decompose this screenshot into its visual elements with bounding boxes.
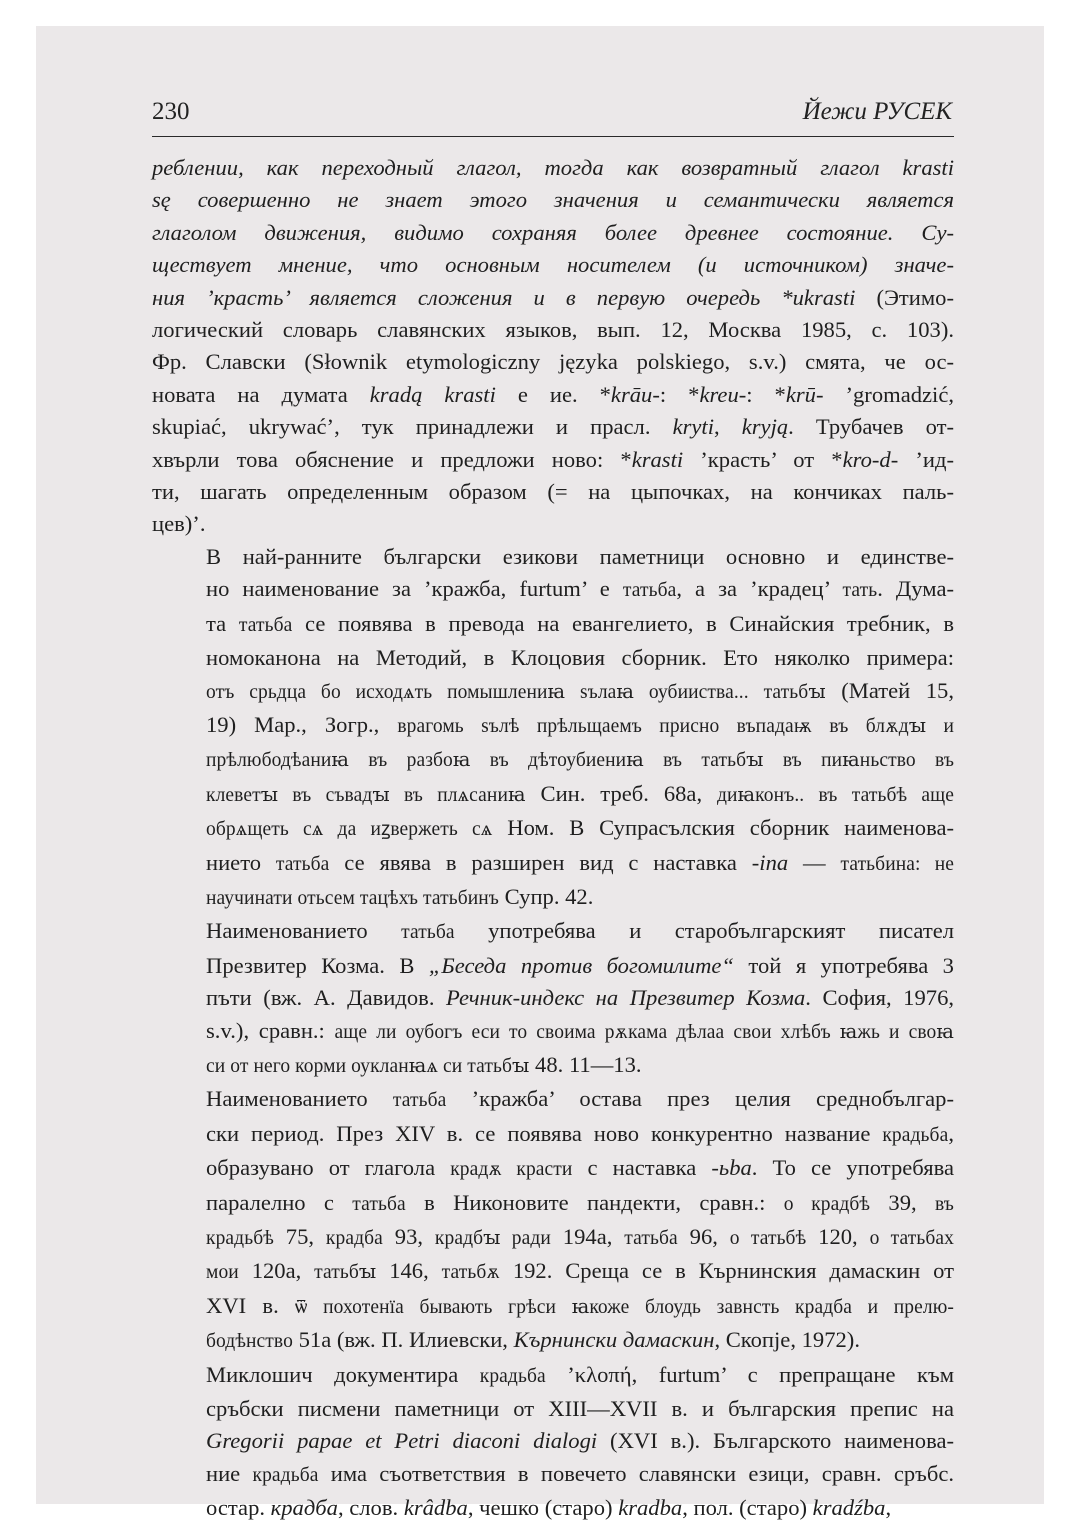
old-church-slavonic-text: крадьба	[479, 1365, 546, 1387]
paragraph	[152, 152, 954, 541]
italic-text: krāu-	[610, 381, 660, 407]
text-line	[152, 444, 954, 476]
text-run: Ном. В Супрасълския сборник наименова-	[492, 815, 954, 841]
paragraph	[152, 915, 954, 1083]
italic-text: -ina	[751, 849, 789, 875]
text-run: в Никоновите пандекти, сравн.:	[405, 1189, 784, 1215]
text-run: 39,	[870, 1189, 935, 1215]
text-run: е ие. *	[495, 381, 611, 407]
text-run: хвърли това обяснение и предложи ново: *	[152, 446, 632, 472]
text-run: ние	[206, 1460, 253, 1486]
old-church-slavonic-text: татьба	[624, 1228, 678, 1249]
text-run: се появява в превода на евангелието, в Синайския требник, в	[292, 610, 955, 636]
old-church-slavonic-text: крадьба	[252, 1464, 319, 1486]
text-run: ’ид-	[898, 446, 955, 472]
italic-text: kradba	[618, 1495, 683, 1521]
old-church-slavonic-text: татьба	[401, 922, 455, 944]
text-line	[152, 249, 954, 281]
text-line	[152, 847, 954, 881]
text-run: сръбски писмени паметници от XIII—XVII в. и българския препис на	[206, 1396, 954, 1422]
text-run: та	[206, 610, 239, 636]
old-church-slavonic-text: о татьбах	[869, 1228, 955, 1249]
old-church-slavonic-text: татьба	[392, 1090, 447, 1112]
text-run: 19) Мар., Зогр.,	[206, 711, 398, 737]
text-line	[152, 1359, 954, 1393]
text-line	[152, 1118, 954, 1152]
text-line	[152, 1255, 954, 1289]
text-run: 48. 11—13.	[529, 1051, 642, 1077]
text-line	[152, 982, 954, 1014]
old-church-slavonic-text: прѣлюбодѣаниꙗ въ разбоꙗ въ дѣтоубиениꙗ въ татьбꙑ въ пиꙗньство въ	[206, 750, 954, 772]
old-church-slavonic-text: си от него корми оукланꙗѧ си татьбꙑ	[206, 1055, 530, 1077]
text-line	[152, 881, 954, 915]
old-church-slavonic-text: бодѣнство	[206, 1331, 293, 1353]
italic-text: „Беседа против богомилите“	[428, 952, 734, 978]
text-line	[152, 346, 954, 378]
running-title: Йежи РУСЕК	[802, 98, 952, 125]
old-church-slavonic-text: татьба	[238, 614, 293, 636]
old-church-slavonic-text: клеветꙑ въ съвадꙑ въ плѧсаниꙗ	[206, 784, 526, 806]
text-run: пъти (вж. А. Давидов.	[206, 985, 447, 1011]
page-number: 230	[152, 98, 190, 125]
text-line	[152, 709, 954, 743]
italic-text: kradą krasti	[369, 381, 496, 407]
text-run: (XVI в.). Българското наименова-	[597, 1428, 954, 1454]
text-line	[152, 915, 954, 949]
text-line	[152, 1015, 954, 1049]
old-church-slavonic-text: крадѫ красти	[450, 1159, 573, 1181]
old-church-slavonic-text: диꙗконъ.. въ татьбѣ аще	[716, 784, 954, 806]
text-run: ’кражба’ остава през целия среднобългар-	[446, 1086, 955, 1112]
text-line	[152, 1393, 954, 1425]
text-run: XVI в.	[206, 1292, 296, 1318]
text-run: 192. Среща се в Кърнинския дамаскин от	[499, 1258, 955, 1284]
old-church-slavonic-text: крадбꙑ ради	[434, 1228, 551, 1249]
text-run: В най-ранните български езикови паметници основно и единстве-	[206, 543, 954, 569]
italic-text: -ьba	[711, 1155, 752, 1181]
text-line	[152, 812, 954, 846]
text-run: Фр. Славски (Słownik etymologiczny języka polskiego, s.v.) смята, че ос-	[152, 349, 954, 375]
italic-text: kryją	[741, 414, 789, 440]
text-line	[152, 573, 954, 607]
old-church-slavonic-text: научинати отьсем тацѣхъ татьбинъ	[206, 887, 499, 909]
text-run: Син. треб. 68а,	[525, 780, 717, 806]
italic-text: krâdba	[403, 1495, 468, 1521]
text-run: : *	[746, 381, 786, 407]
text-line	[152, 152, 954, 184]
italic-text: Gregorii papae et Petri diaconi dialogi	[206, 1428, 598, 1454]
text-run: 93,	[382, 1224, 435, 1249]
text-run: ти, шагать определенным образом (= на цыпочках, на кончиках паль-	[152, 479, 954, 505]
italic-text: sę совершенно не знает этого значения и семантически является	[152, 187, 954, 213]
old-church-slavonic-text: татьба	[622, 580, 677, 602]
text-line	[152, 1221, 954, 1255]
text-line	[152, 1290, 954, 1324]
text-run: s.v.), сравн.:	[206, 1017, 335, 1043]
paragraph	[152, 541, 954, 915]
text-run: ,	[885, 1495, 892, 1521]
text-line	[152, 1425, 954, 1457]
old-church-slavonic-text: татьбина: не	[840, 853, 954, 875]
text-line	[152, 1083, 954, 1117]
text-line	[152, 642, 954, 674]
text-run: , пол. (старо)	[682, 1495, 813, 1521]
text-run: 120а,	[238, 1258, 315, 1284]
old-church-slavonic-text: обрѧщеть сѧ да иꙁвержеть сѧ	[206, 819, 493, 841]
italic-text: kreu-	[699, 381, 747, 407]
text-run: , слов.	[337, 1495, 404, 1521]
text-run: . Трубачев от-	[788, 414, 954, 440]
text-run: има съответствия в повечето славянски езици, сравн. сръбс.	[318, 1460, 955, 1486]
italic-text: реблении, как переходный глагол, тогда как возвратный глагол krasti	[152, 155, 954, 180]
text-run: (Этимо-	[855, 284, 954, 310]
old-church-slavonic-text: о татьбѣ	[729, 1228, 807, 1249]
text-run: Наименованието	[206, 918, 402, 944]
italic-text: Кърнински дамаскин	[513, 1327, 715, 1353]
text-line	[152, 608, 954, 642]
text-run: . Дума-	[877, 576, 955, 602]
text-run: 51а (вж. П. Илиевски,	[292, 1327, 514, 1353]
text-line	[152, 1324, 954, 1358]
text-run: 194а,	[550, 1224, 625, 1249]
text-run: . София, 1976,	[805, 985, 955, 1011]
text-line	[152, 950, 954, 982]
text-run: ,	[948, 1120, 954, 1146]
text-line	[152, 184, 954, 216]
text-line	[152, 1152, 954, 1186]
text-line	[152, 379, 954, 411]
text-line	[152, 1458, 954, 1492]
italic-text: ществует мнение, что основным носителем (и источником) значе-	[152, 252, 954, 278]
text-run: се явява в разширен вид с наставка	[329, 849, 752, 875]
text-run: цев)’.	[152, 511, 206, 537]
text-run: —	[788, 849, 841, 875]
text-run: , а за ’крадец’	[676, 576, 843, 602]
text-run: Презвитер Козма. В	[206, 952, 429, 978]
text-run: употребява и старобългарският писател	[454, 918, 954, 944]
text-run: ’κλοπή, furtum’ с препращане към	[545, 1361, 954, 1387]
italic-text: ния ’красть’ является сложения и в первую очередь *ukrasti	[152, 284, 856, 310]
paragraph	[152, 1083, 954, 1358]
text-run: ’красть’ от *	[683, 446, 843, 472]
text-run: 75,	[273, 1224, 326, 1249]
old-church-slavonic-text: крадьба	[882, 1124, 949, 1146]
text-run: (Матей 15,	[825, 677, 954, 703]
text-run: Миклошич документира	[206, 1361, 480, 1387]
text-line	[152, 1049, 954, 1083]
text-run: паралелно с	[206, 1189, 353, 1215]
text-run: образувано от глагола	[206, 1155, 451, 1181]
text-run: 120,	[806, 1224, 870, 1249]
text-run: skupiać, ukrywać’, тук принадлежи и праcл.	[152, 414, 673, 440]
text-line	[152, 411, 954, 443]
old-church-slavonic-text: мои	[206, 1262, 239, 1284]
old-church-slavonic-text: аще ли оубогъ еси то своима рѫкама дѣлаа свои хлѣбъ ꙗжь и своꙗ	[334, 1021, 954, 1043]
body-text	[152, 152, 954, 1525]
text-run: Наименованието	[206, 1086, 393, 1112]
text-run: ’gromadzić,	[823, 381, 955, 407]
italic-text: крадба	[270, 1495, 338, 1521]
text-line	[152, 675, 954, 709]
italic-text: глаголом движения, видимо сохраняя более древнее состояние. Су-	[152, 219, 954, 245]
old-church-slavonic-text: крадьбѣ	[206, 1228, 274, 1249]
text-run: логический словарь славянских языков, вып. 12, Москва 1985, с. 103).	[152, 317, 954, 343]
text-run: но наименование за ’кражба, furtum’ е	[206, 576, 623, 602]
text-run: ски период. През XIV в. се появява ново конкурентно название	[206, 1120, 883, 1146]
italic-text: kradźba	[812, 1495, 886, 1521]
text-run: новата на думата	[152, 381, 370, 407]
italic-text: kro-d-	[842, 446, 899, 472]
italic-text: krasti	[631, 446, 684, 472]
old-church-slavonic-text: татьба	[275, 853, 330, 875]
old-church-slavonic-text: татьбꙑ	[314, 1262, 377, 1284]
text-line	[152, 314, 954, 346]
old-church-slavonic-text: тать	[842, 580, 878, 602]
text-line	[152, 1187, 954, 1221]
text-line	[152, 541, 954, 573]
text-run: остар.	[206, 1495, 271, 1521]
text-run: 96,	[677, 1224, 730, 1249]
italic-text: krū-	[785, 381, 824, 407]
text-run: нието	[206, 849, 276, 875]
old-church-slavonic-text: отъ срьдца бо исходѧть помышлениꙗ ѕълаꙗ оубииства... татьбꙑ	[206, 681, 826, 703]
text-run: той я употребява 3	[733, 952, 954, 978]
paragraph	[152, 1359, 954, 1525]
text-line	[152, 508, 954, 540]
text-line	[152, 476, 954, 508]
text-run: 146,	[376, 1258, 442, 1284]
text-line	[152, 217, 954, 249]
page-header	[152, 96, 954, 137]
text-run: . То се употребява	[751, 1155, 954, 1181]
text-line	[152, 778, 954, 812]
old-church-slavonic-text: ѿ похотенїа бывають грѣси ꙗкоже блоудь завнсть крадба и прелю-	[295, 1296, 954, 1318]
old-church-slavonic-text: крадба	[325, 1228, 383, 1249]
italic-text: Речник-индекс на Презвитер Козма	[446, 985, 806, 1011]
text-line	[152, 743, 954, 777]
old-church-slavonic-text: татьба	[352, 1193, 406, 1215]
text-run: : *	[659, 381, 700, 407]
text-run: , Скопје, 1972).	[714, 1327, 860, 1353]
text-line	[152, 282, 954, 314]
text-run: номоканона на Методий, в Клоцовия сборник. Ето няколко примера:	[206, 645, 954, 671]
text-run: ,	[713, 414, 742, 440]
text-line	[152, 1492, 954, 1524]
old-church-slavonic-text: врагомь ѕълѣ прѣльщаемъ присно въпадаѭ въ блѫдꙑ и	[397, 715, 954, 737]
old-church-slavonic-text: о крадбѣ	[783, 1193, 871, 1215]
italic-text: kryti	[672, 414, 714, 440]
old-church-slavonic-text: татьбѫ	[441, 1262, 500, 1284]
text-run: с наставка	[572, 1155, 712, 1181]
text-run: Супр. 42.	[499, 883, 594, 909]
old-church-slavonic-text: въ	[934, 1193, 954, 1215]
text-run: , чешко (старо)	[467, 1495, 619, 1521]
